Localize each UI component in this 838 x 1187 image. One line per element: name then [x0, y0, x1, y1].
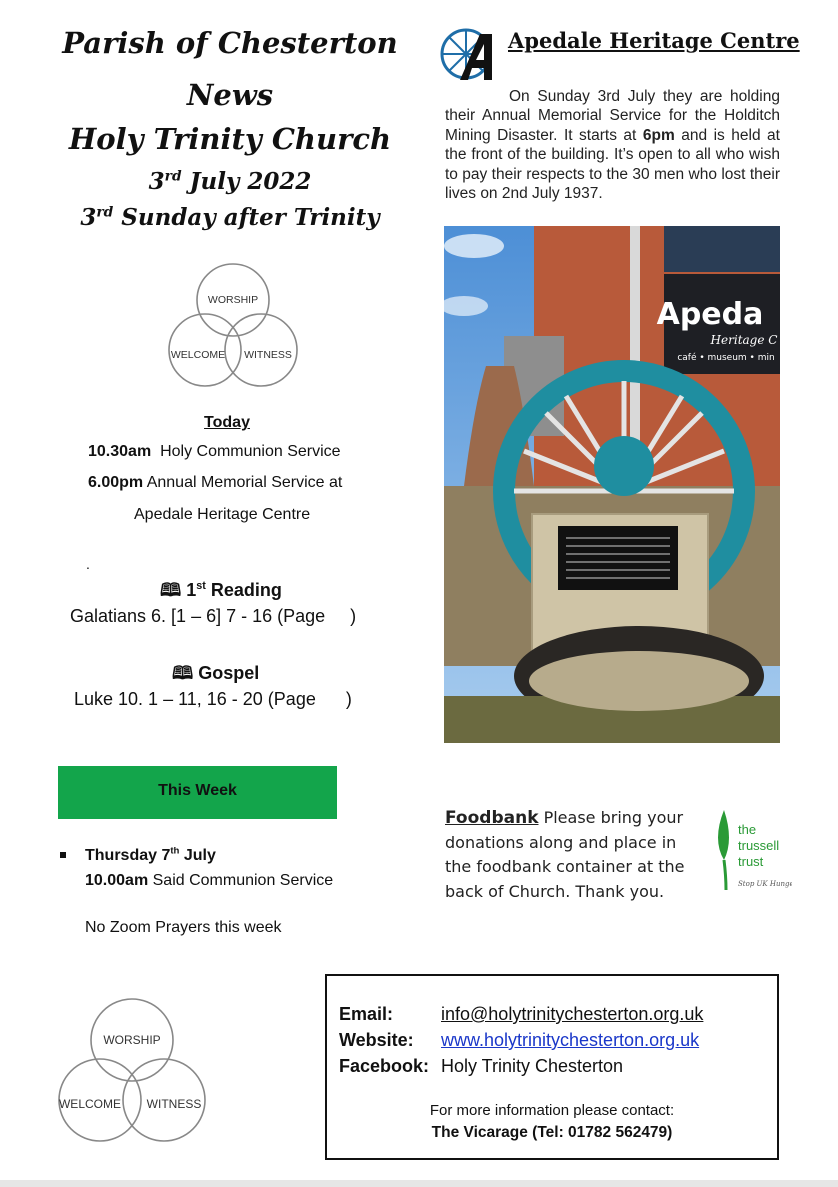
logo-welcome-text-bottom: WELCOME	[58, 1097, 122, 1111]
foodbank-heading: Foodbank	[445, 808, 539, 828]
trussell-line2: trussell	[738, 838, 780, 853]
apedale-logo-icon	[440, 26, 496, 82]
worship-welcome-witness-logo	[158, 254, 308, 394]
worship-welcome-witness-logo-bottom	[48, 988, 216, 1143]
website-link[interactable]: www.holytrinitychesterton.org.uk	[441, 1030, 700, 1050]
logo-worship-text-bottom: WORSHIP	[103, 1033, 161, 1047]
sign-main-text: Apeda	[656, 297, 764, 332]
reading-heading: 🕮 1st Reading	[160, 580, 282, 600]
week-item-day: Thursday 7th July	[85, 845, 216, 864]
logo-witness-text: WITNESS	[244, 349, 292, 361]
bullet-icon	[60, 852, 66, 858]
book-icon: 🕮	[160, 580, 182, 600]
parish-title: Parish of Chesterton	[62, 26, 398, 60]
email-label: Email:	[339, 1004, 394, 1024]
trussell-tag: Stop UK Hunger	[738, 880, 792, 888]
trussell-line3: trust	[738, 854, 764, 869]
apedale-title: Apedale Heritage Centre	[508, 28, 800, 53]
email-value[interactable]: info@holytrinitychesterton.org.uk	[441, 1004, 704, 1024]
today-heading: Today	[204, 414, 250, 431]
service-1: 10.30am Holy Communion Service	[88, 443, 341, 460]
vicarage-contact: The Vicarage (Tel: 01782 562479)	[431, 1124, 673, 1141]
service-2-location: Apedale Heritage Centre	[134, 506, 311, 523]
facebook-label: Facebook:	[339, 1056, 430, 1076]
gospel-heading: 🕮 Gospel	[172, 663, 260, 683]
no-zoom-text: No Zoom Prayers this week	[85, 919, 282, 936]
sunday-line: 3rd Sunday after Trinity	[80, 204, 380, 231]
this-week-banner	[58, 766, 337, 819]
gospel-reference: Luke 10. 1 – 11, 16 - 20 (Page )	[74, 689, 352, 709]
memorial-wheel-photo	[444, 226, 780, 743]
stray-dot: .	[86, 556, 90, 572]
sign-small-text: café • museum • min	[677, 353, 775, 363]
date-line: 3rd July 2022	[148, 168, 312, 195]
foodbank-paragraph: Foodbank Please bring your donations along and place in the foodbank container at the back of Church. Thank you.	[445, 808, 685, 901]
logo-worship-text: WORSHIP	[207, 294, 259, 306]
apedale-paragraph: On Sunday 3rd July they are holding their Annual Memorial Service for the Holditch Mining Disaster. It starts at 6pm and is held at the front of the building. It’s open to all who wish to pay their respects to the 30 men who lost their lives on 2nd July 1937.	[445, 88, 780, 203]
more-info-text: For more information please contact:	[429, 1102, 675, 1119]
logo-welcome-text: WELCOME	[170, 349, 226, 361]
page-bottom-band	[0, 1180, 838, 1187]
week-item-service: 10.00am Said Communion Service	[85, 872, 334, 889]
book-icon: 🕮	[172, 663, 194, 683]
logo-witness-text-bottom: WITNESS	[146, 1097, 202, 1111]
facebook-value: Holy Trinity Chesterton	[441, 1056, 624, 1076]
contact-box	[325, 974, 779, 1160]
sign-sub-text: Heritage C	[710, 333, 778, 347]
reading-reference: Galatians 6. [1 – 6] 7 - 16 (Page )	[70, 606, 357, 626]
service-2: 6.00pm Annual Memorial Service at	[88, 474, 343, 491]
website-label: Website:	[339, 1030, 414, 1050]
this-week-label: This Week	[158, 782, 237, 799]
trussell-trust-logo	[704, 800, 792, 900]
news-title: News	[186, 78, 274, 112]
trussell-line1: the	[738, 822, 757, 837]
church-title: Holy Trinity Church	[68, 122, 392, 156]
